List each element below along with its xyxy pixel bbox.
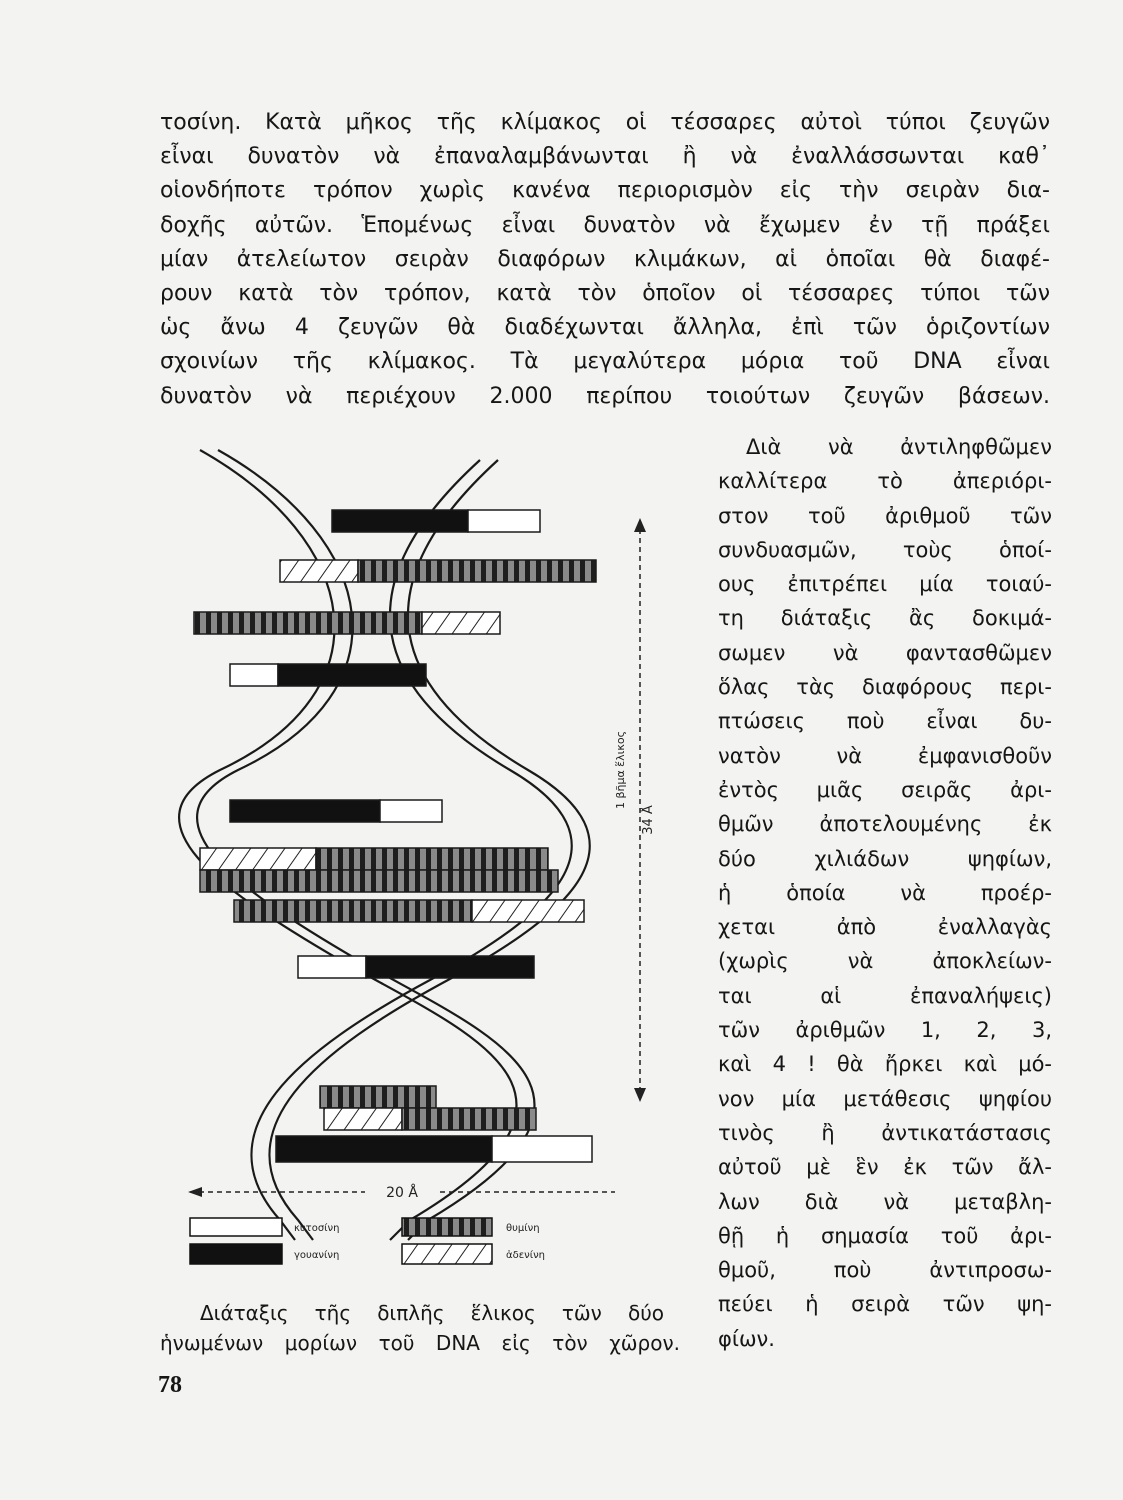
legend-swatch-guanine bbox=[190, 1244, 282, 1264]
paragraph-top bbox=[160, 106, 1050, 414]
base-pairs bbox=[194, 510, 596, 1162]
text-line: ἡ ὁποία νὰ προέρ- bbox=[718, 880, 1052, 905]
text-line: πτώσεις ποὺ εἶναι δυ- bbox=[718, 709, 1052, 734]
text-line: ους ἐπιτρέπει μία τοιαύ- bbox=[718, 572, 1052, 597]
text-line: οἱονδήποτε τρόπον χωρὶς κανένα περιορισμὸν εἰς τὴν σειρὰν δια- bbox=[160, 178, 1050, 204]
text-line: ρουν κατὰ τὸν τρόπον, κατὰ τὸν ὁποῖον οἱ τέσσαρες τύποι τῶν bbox=[160, 280, 1050, 306]
text-line: ὅλας τὰς διαφόρους περι- bbox=[718, 675, 1052, 700]
text-line: τινὸς ἢ ἀντικατάστασις bbox=[718, 1120, 1052, 1145]
text-line: δοχῆς αὐτῶν. Ἑπομένως εἶναι δυνατὸν νὰ ἔχωμεν ἐν τῇ πράξει bbox=[160, 212, 1050, 238]
text-line: χεται ἀπὸ ἐναλλαγὰς bbox=[718, 915, 1052, 940]
text-line: θμῶν ἀποτελουμένης ἐκ bbox=[718, 812, 1052, 837]
text-line: ἐντὸς μιᾶς σειρᾶς ἀρι- bbox=[718, 777, 1052, 802]
legend-label-cytosine: κυτοσίνη bbox=[294, 1223, 340, 1234]
paragraph-side bbox=[718, 430, 1052, 1356]
caption-line: Διάταξις τῆς διπλῆς ἕλικος τῶν δύο bbox=[200, 1301, 664, 1325]
text-line: νον μία μετάθεσις ψηφίου bbox=[718, 1086, 1052, 1111]
legend-label-thymine: θυμίνη bbox=[506, 1223, 540, 1234]
caption-line: ἡνωμένων μορίων τοῦ DNA εἰς τὸν χῶρον. bbox=[160, 1331, 680, 1355]
text-line: στον τοῦ ἀριθμοῦ τῶν bbox=[718, 503, 1052, 528]
text-line: θῇ ἡ σημασία τοῦ ἀρι- bbox=[718, 1223, 1052, 1248]
base-pair bbox=[200, 870, 558, 892]
pitch-value: 34 Å bbox=[641, 805, 656, 835]
base-pair bbox=[200, 848, 548, 870]
base-pair bbox=[332, 510, 540, 532]
base-pair bbox=[280, 560, 596, 582]
text-line: σωμεν νὰ φαντασθῶμεν bbox=[718, 640, 1052, 665]
text-line: ται αἱ ἐπαναλήψεις) bbox=[718, 983, 1052, 1008]
legend-swatch-thymine bbox=[402, 1218, 492, 1236]
width-label: 20 Å bbox=[386, 1185, 418, 1201]
base-pair bbox=[324, 1108, 536, 1130]
legend-swatch-adenine bbox=[402, 1244, 492, 1264]
figure-caption bbox=[160, 1298, 680, 1358]
text-line: δύο χιλιάδων ψηφίων, bbox=[718, 846, 1052, 871]
pitch-dimension bbox=[614, 518, 656, 1102]
text-line: συνδυασμῶν, τοὺς ὁποί- bbox=[718, 537, 1052, 562]
base-pair bbox=[320, 1086, 436, 1108]
legend-label-adenine: ἀδενίνη bbox=[506, 1250, 546, 1261]
text-line: πεύει ἡ σειρὰ τῶν ψη- bbox=[718, 1292, 1052, 1317]
base-pair bbox=[276, 1136, 592, 1162]
legend-swatch-cytosine bbox=[190, 1218, 282, 1236]
text-line: σχοινίων τῆς κλίμακος. Τὰ μεγαλύτερα μόρια τοῦ DNA εἶναι bbox=[160, 349, 1050, 375]
text-line: λων διὰ νὰ μεταβλη- bbox=[718, 1189, 1052, 1214]
text-line: νατὸν νὰ ἐμφανισθοῦν bbox=[718, 743, 1052, 768]
text-line: τῶν ἀριθμῶν 1, 2, 3, bbox=[718, 1018, 1052, 1043]
text-line: (χωρὶς νὰ ἀποκλείων- bbox=[718, 949, 1052, 974]
text-line: μίαν ἀτελείωτον σειρὰν διαφόρων κλιμάκων, αἱ ὁποῖαι θὰ διαφέ- bbox=[160, 246, 1050, 272]
legend-label-guanine: γουανίνη bbox=[294, 1250, 340, 1261]
legend bbox=[190, 1218, 545, 1264]
base-pair bbox=[194, 612, 500, 634]
base-pair bbox=[230, 664, 426, 686]
text-line: δυνατὸν νὰ περιέχουν 2.000 περίπου τοιούτων ζευγῶν βάσεων. bbox=[160, 383, 1050, 409]
dna-double-helix-figure bbox=[160, 440, 700, 1280]
width-dimension bbox=[188, 1184, 615, 1201]
text-line: ὡς ἄνω 4 ζευγῶν θὰ διαδέχωνται ἄλληλα, ἐπὶ τῶν ὁριζοντίων bbox=[160, 315, 1050, 341]
text-line: αὐτοῦ μὲ ἓν ἐκ τῶν ἄλ- bbox=[718, 1155, 1052, 1180]
base-pair bbox=[298, 956, 534, 978]
base-pair bbox=[234, 900, 584, 922]
base-pair bbox=[230, 800, 442, 822]
text-line: τοσίνη. Κατὰ μῆκος τῆς κλίμακος οἱ τέσσαρες αὐτοὶ τύποι ζευγῶν bbox=[160, 110, 1050, 135]
text-line: τη διάταξις ἂς δοκιμά- bbox=[718, 606, 1052, 631]
pitch-label: 1 βῆμα ἕλικος bbox=[614, 730, 627, 810]
text-line: Διὰ νὰ ἀντιληφθῶμεν bbox=[746, 435, 1052, 459]
text-line: φίων. bbox=[718, 1326, 775, 1351]
text-line: καὶ 4 ! θὰ ἤρκει καὶ μό- bbox=[718, 1052, 1052, 1077]
text-line: καλλίτερα τὸ ἀπεριόρι- bbox=[718, 469, 1052, 494]
page-number: 78 bbox=[158, 1372, 182, 1398]
text-line: θμοῦ, ποὺ ἀντιπροσω- bbox=[718, 1258, 1052, 1283]
text-line: εἶναι δυνατὸν νὰ ἐπαναλαμβάνωνται ἢ νὰ ἐναλλάσσωνται καθ᾽ bbox=[160, 144, 1050, 170]
